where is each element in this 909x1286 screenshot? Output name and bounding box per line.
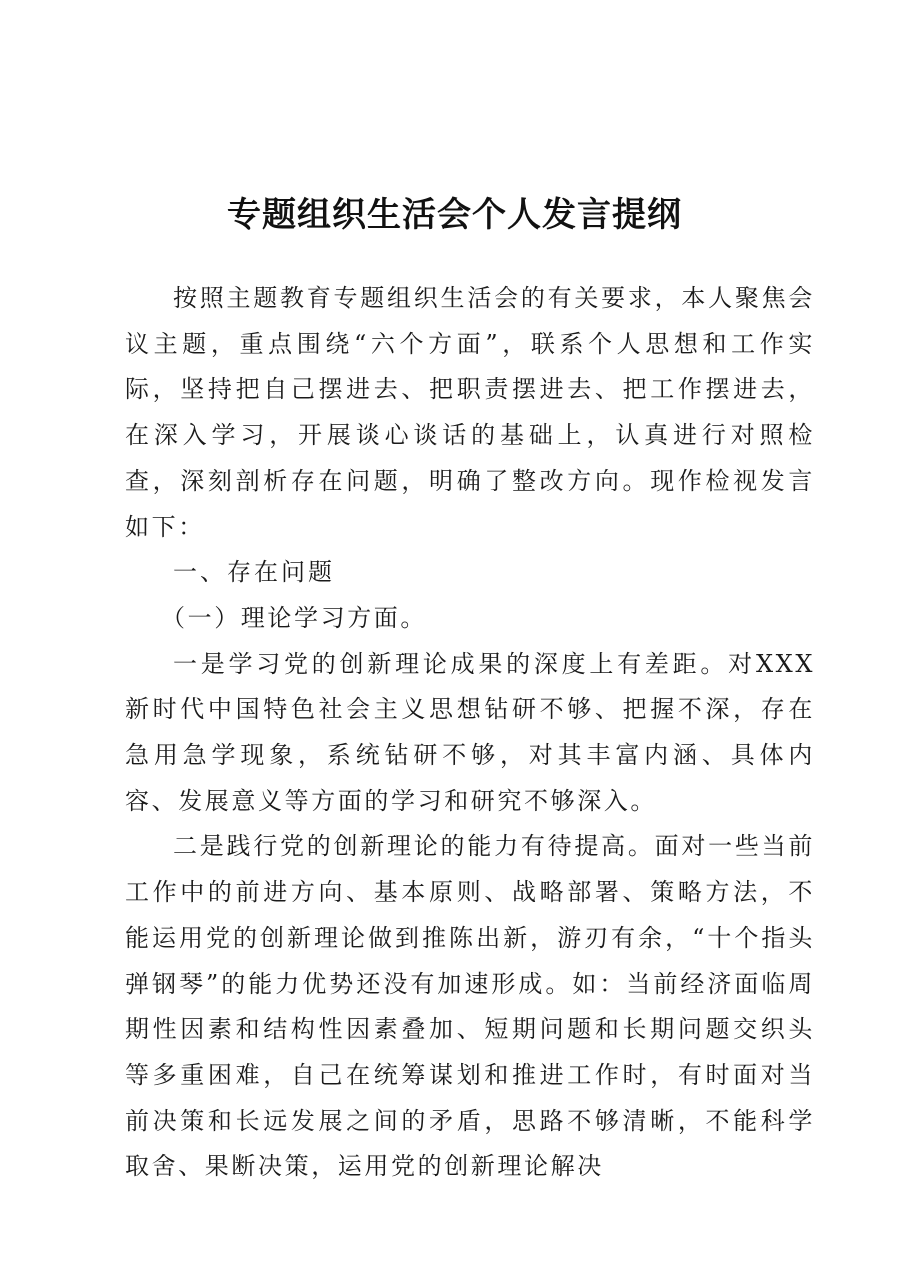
section-heading-problems: 一、存在问题 <box>173 558 335 587</box>
intro-paragraph: 按照主题教育专题组织生活会的有关要求，本人聚焦会议主题，重点围绕“六个方面”，联系个人思想和工作实际，坚持把自己摆进去、把职责摆进去、把工作摆进去，在深入学习，开展谈心谈话的基础上，认真进行对照检查，深刻剖析存在问题，明确了整改方向。现作检视发言如下： <box>125 284 815 541</box>
subsection-heading-theory-study: （一）理论学习方面。 <box>161 603 427 632</box>
document-title: 专题组织生活会个人发言提纲 <box>227 195 682 235</box>
document-body <box>125 276 815 1190</box>
point-two-paragraph: 二是践行党的创新理论的能力有待提高。面对一些当前工作中的前进方向、基本原则、战略部署、策略方法，不能运用党的创新理论做到推陈出新，游刃有余，“十个指头弹钢琴”的能力优势还没有加速形成。如：当前经济面临周期性因素和结构性因素叠加、短期问题和长期问题交织头等多重困难，自己在统筹谋划和推进工作时，有时面对当前决策和长远发展之间的矛盾，思路不够清晰，不能科学取舍、果断决策，运用党的创新理论解决 <box>125 832 815 1181</box>
point-one-paragraph: 一是学习党的创新理论成果的深度上有差距。对XXX新时代中国特色社会主义思想钻研不够、把握不深，存在急用急学现象，系统钻研不够，对其丰富内涵、具体内容、发展意义等方面的学习和研究不够深入。 <box>125 649 815 815</box>
